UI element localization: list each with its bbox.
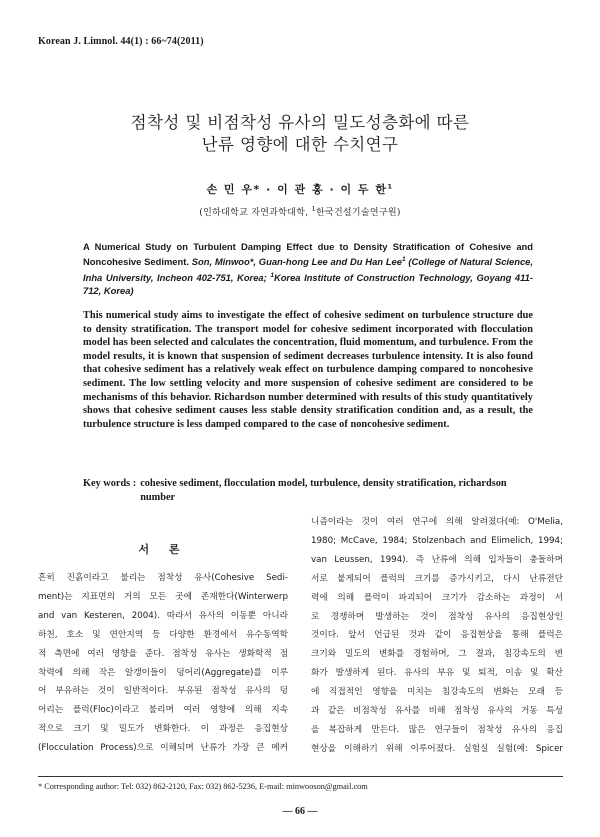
section-heading: 서 론 bbox=[138, 543, 188, 556]
left-column-line: (Flocculation Process)으로 이해되며 난류가 가장 큰 메커 bbox=[38, 743, 288, 754]
abstract: This numerical study aims to investigate the effect of cohesive sediment on turbulence structure due to density stratification. The transport model for cohesive sediment incorporated with flocculation model has been selected and calculates the concentration, fluid momentum, and turbulence. From the model results, it is known that suspension of sediment decreases turbulence intensity. It is also found that cohesive sediment has a relatively weak effect on turbulence damping compared to noncohesive sediment. The low settling velocity and more suspension of cohesive sediment are considered to be mechanisms of this behavior. Richardson number determined with results of this study quantitatively shows that cohesive sediment causes less stable density stratification condition and, as a result, the turbulence structure is less damped compared to the case of noncohesive sediment. bbox=[83, 310, 533, 430]
left-column-line: 하천, 호소 및 연안지역 등 다양한 환경에서 유수동역학 bbox=[38, 629, 288, 640]
left-column-line: 흔히 진흙이라고 불리는 점착성 유사(Cohesive Sedi- bbox=[38, 573, 288, 583]
author-superscript: 1 bbox=[387, 182, 394, 191]
english-title: A Numerical Study on Turbulent Damping Effect due to Density Stratification of Cohesive and Noncohesive Sediment. bbox=[83, 241, 533, 268]
journal-reference: Korean J. Limnol. 44(1) : 66~74(2011) bbox=[38, 36, 204, 47]
korean-title-line-1: 점착성 및 비점착성 유사의 밀도성층화에 따른 bbox=[130, 113, 470, 132]
left-column-line: ment)는 지표면의 거의 모든 곳에 존재한다(Winterwerp bbox=[38, 591, 288, 602]
right-column-line: 에 직접적인 영향을 미치는 침강속도의 변화는 모래 등 bbox=[311, 687, 563, 698]
right-column-line: 을 복잡하게 만든다. 많은 연구들이 점착성 유사의 응집 bbox=[311, 724, 563, 735]
english-affiliation-superscript: 1 bbox=[270, 271, 274, 279]
right-column-line: 것이다. 앞서 언급된 것과 같이 응집현상을 통해 플럭은 bbox=[311, 630, 563, 641]
left-column-line: 착력에 의해 작은 알갱이들이 덩어리(Aggregate)를 이루 bbox=[38, 667, 288, 678]
affiliation-superscript: 1 bbox=[311, 205, 316, 213]
affiliation-post: 한국건설기술연구원) bbox=[315, 208, 401, 218]
english-authors: Son, Minwoo*, Guan-hong Lee and Du Han Lee bbox=[188, 256, 402, 268]
right-column-line: 현상을 이해하기 위해 이루어졌다. 실험실 실험(예: Spicer bbox=[311, 743, 563, 754]
left-column-line: 어 부유하는 것이 일반적이다. 부유된 점착성 유사의 덩 bbox=[38, 686, 288, 697]
right-column-line: 력에 의해 플럭이 파괴되어 크기가 감소하는 과정이 서 bbox=[311, 592, 563, 603]
author-names: 손 민 우* · 이 관 홍 · 이 두 한 bbox=[206, 183, 388, 196]
right-column-line: van Leussen, 1994). 즉 난류에 의해 입자들이 충돌하며 bbox=[311, 554, 563, 565]
left-column-line: and van Kesteren, 2004). 따라서 유사의 이동뿐 아니라 bbox=[38, 610, 288, 621]
left-column-line: 어리는 플럭(Floc)이라고 불리며 여러 영향에 의해 지속 bbox=[38, 705, 288, 716]
keywords-block bbox=[83, 477, 533, 504]
right-column-line: 서로 붙게되어 플럭의 크기를 증가시키고, 다시 난류전단 bbox=[311, 573, 563, 584]
footnote-divider bbox=[38, 776, 563, 777]
right-column-line: 과 같은 비점착성 유사를 비해 점착성 유사의 거동 특성 bbox=[311, 706, 563, 717]
page-number: — 66 — bbox=[282, 806, 318, 817]
english-affiliation-post: Korea Institute of Construction Technology, Goyang 411-712, Korea) bbox=[83, 272, 533, 297]
right-column-line: 크기와 밀도의 변화를 경험하며, 그 결과, 침강속도의 변 bbox=[311, 649, 563, 660]
english-title-block bbox=[83, 240, 533, 298]
right-column-line: 1980; McCave, 1984; Stolzenbach and Elimelich, 1994; bbox=[311, 535, 563, 546]
keywords-text: cohesive sediment, flocculation model, turbulence, density stratification, richardson number bbox=[140, 478, 507, 503]
affiliation bbox=[60, 205, 540, 218]
korean-title-line-2: 난류 영향에 대한 수치연구 bbox=[201, 135, 399, 154]
left-column-line: 적으로 크기 및 밀도가 변화한다. 이 과정은 응집현상 bbox=[38, 724, 288, 735]
english-affiliation-pre: (College of Natural Science, Inha University, Incheon 402-751, Korea; bbox=[83, 256, 533, 284]
left-column bbox=[38, 569, 288, 758]
footnote: * Corresponding author: Tel: 032) 862-2120, Fax: 032) 862-5236, E-mail: minwooson@gmail.com bbox=[38, 782, 368, 791]
right-column-line: 로 경쟁하며 발생하는 것이 점착성 유사의 응집현상인 bbox=[311, 611, 563, 622]
english-author-superscript: 1 bbox=[401, 256, 406, 264]
left-column-line: 적 측면에 여러 영향을 준다. 점착성 유사는 생화학적 점 bbox=[38, 648, 288, 659]
right-column-line: 니즘이라는 것이 여러 연구에 의해 알려졌다(예: O'Melia, bbox=[311, 517, 563, 527]
author-list bbox=[60, 181, 540, 197]
affiliation-pre: (인하대학교 자연과학대학, bbox=[199, 208, 312, 218]
right-column-line: 화가 발생하게 된다. 유사의 부유 및 퇴적, 이송 및 확산 bbox=[311, 668, 563, 679]
right-column bbox=[311, 513, 563, 759]
keywords-label: Key words : bbox=[83, 478, 137, 489]
